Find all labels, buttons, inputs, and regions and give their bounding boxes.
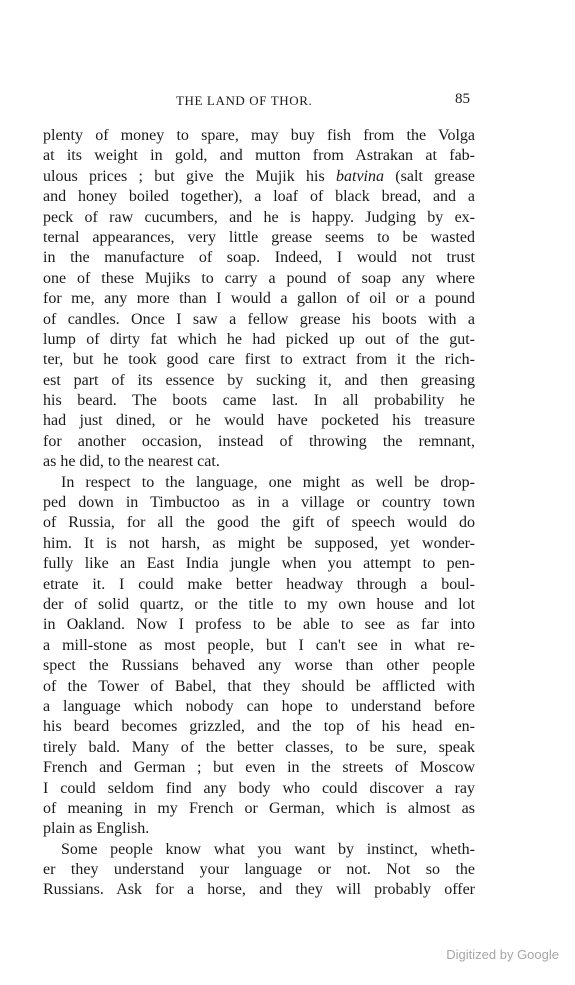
text-segment: as he did, to the nearest cat.: [43, 453, 220, 471]
text-segment: of meaning in my French or German, which is almost as: [43, 799, 475, 817]
text-segment: a mill-stone as most people, but I can't see in what re-: [43, 636, 475, 654]
text-line: [43, 126, 475, 146]
text-line: [43, 371, 475, 391]
text-line: [43, 656, 475, 676]
text-segment: for another occasion, instead of throwing the remnant,: [43, 432, 475, 450]
text-segment: tirely bald. Many of the better classes, to be sure, speak: [43, 738, 475, 756]
text-segment: ulous prices ; but give the Mujik his: [43, 167, 336, 185]
text-line: [43, 330, 475, 350]
text-segment: (salt grease: [384, 167, 475, 185]
page-number: 85: [455, 91, 470, 107]
text-segment: his beard becomes grizzled, and the top of his head en-: [43, 718, 475, 736]
text-line: [43, 248, 475, 268]
text-segment: his beard. The boots came last. In all probability he: [43, 392, 475, 410]
text-segment: one of these Mujiks to carry a pound of soap any where: [43, 269, 475, 287]
text-segment: ped down in Timbuctoo as in a village or country town: [43, 494, 475, 512]
text-segment: had just dined, or he would have pocketed his treasure: [43, 412, 475, 430]
text-line: [43, 677, 475, 697]
text-segment: der of solid quartz, or the title to my own house and lot: [43, 595, 475, 613]
text-line: [43, 636, 475, 656]
text-segment: fully like an East India jungle when you attempt to pen-: [43, 555, 475, 573]
text-line: [43, 819, 475, 839]
running-title: THE LAND OF THOR.: [176, 93, 313, 108]
text-line: [43, 493, 475, 513]
text-line: [43, 840, 475, 860]
text-segment: Russians. Ask for a horse, and they will probably offer: [43, 881, 475, 899]
text-line: [43, 717, 475, 737]
text-segment: in the manufacture of soap. Indeed, I would not trust: [43, 249, 475, 267]
text-line: [43, 860, 475, 880]
text-segment: plain as English.: [43, 820, 150, 838]
page-header: [0, 93, 575, 113]
text-line: [43, 575, 475, 595]
text-line: [43, 595, 475, 615]
text-line: [43, 880, 475, 900]
text-segment: est part of its essence by sucking it, and then greasing: [43, 371, 475, 389]
digitized-watermark: Digitized by Google: [446, 947, 559, 962]
text-segment: Some people know what you want by instinct, wheth-: [61, 840, 475, 858]
text-segment: of Russia, for all the good the gift of speech would do: [43, 514, 475, 532]
text-segment: him. It is not harsh, as might be supposed, yet wonder-: [43, 534, 475, 552]
text-segment: etrate it. I could make better headway through a boul-: [43, 575, 475, 593]
text-segment: for me, any more than I would a gallon of oil or a pound: [43, 290, 475, 308]
text-line: [43, 697, 475, 717]
text-line: [43, 779, 475, 799]
text-line: [43, 738, 475, 758]
text-segment: er they understand your language or not. Not so the: [43, 861, 475, 879]
text-segment: in Oakland. Now I profess to be able to see as far into: [43, 616, 475, 634]
text-line: [43, 411, 475, 431]
text-segment: peck of raw cucumbers, and he is happy. Judging by ex-: [43, 208, 475, 226]
text-line: [43, 228, 475, 248]
text-line: [43, 799, 475, 819]
text-line: [43, 432, 475, 452]
text-segment: ternal appearances, very little grease seems to be wasted: [43, 228, 475, 246]
text-line: [43, 615, 475, 635]
italic-term: batvina: [336, 167, 384, 185]
text-line: [43, 554, 475, 574]
text-segment: a language which nobody can hope to understand before: [43, 697, 475, 715]
text-line: [43, 289, 475, 309]
text-segment: spect the Russians behaved any worse than other people: [43, 657, 475, 675]
text-line: [43, 269, 475, 289]
text-segment: at its weight in gold, and mutton from Astrakan at fab-: [43, 147, 475, 165]
text-segment: and honey boiled together), a loaf of black bread, and a: [43, 188, 475, 206]
text-line: [43, 452, 475, 472]
text-segment: of the Tower of Babel, that they should be afflicted with: [43, 677, 475, 695]
text-line: [43, 208, 475, 228]
text-segment: French and German ; but even in the streets of Moscow: [43, 759, 475, 777]
text-line: [43, 167, 475, 187]
text-line: [43, 146, 475, 166]
text-line: [43, 187, 475, 207]
text-segment: In respect to the language, one might as well be drop-: [61, 473, 475, 491]
text-segment: I could seldom find any body who could discover a ray: [43, 779, 475, 797]
text-segment: lump of dirty fat which he had picked up out of the gut-: [43, 330, 475, 348]
text-line: [43, 513, 475, 533]
text-line: [43, 350, 475, 370]
text-segment: of candles. Once I saw a fellow grease his boots with a: [43, 310, 475, 328]
body-text: [43, 126, 475, 901]
text-line: [43, 473, 475, 493]
text-segment: ter, but he took good care first to extract from it the rich-: [43, 351, 475, 369]
text-line: [43, 310, 475, 330]
text-line: [43, 391, 475, 411]
text-line: [43, 534, 475, 554]
text-segment: plenty of money to spare, may buy fish from the Volga: [43, 127, 475, 144]
text-line: [43, 758, 475, 778]
